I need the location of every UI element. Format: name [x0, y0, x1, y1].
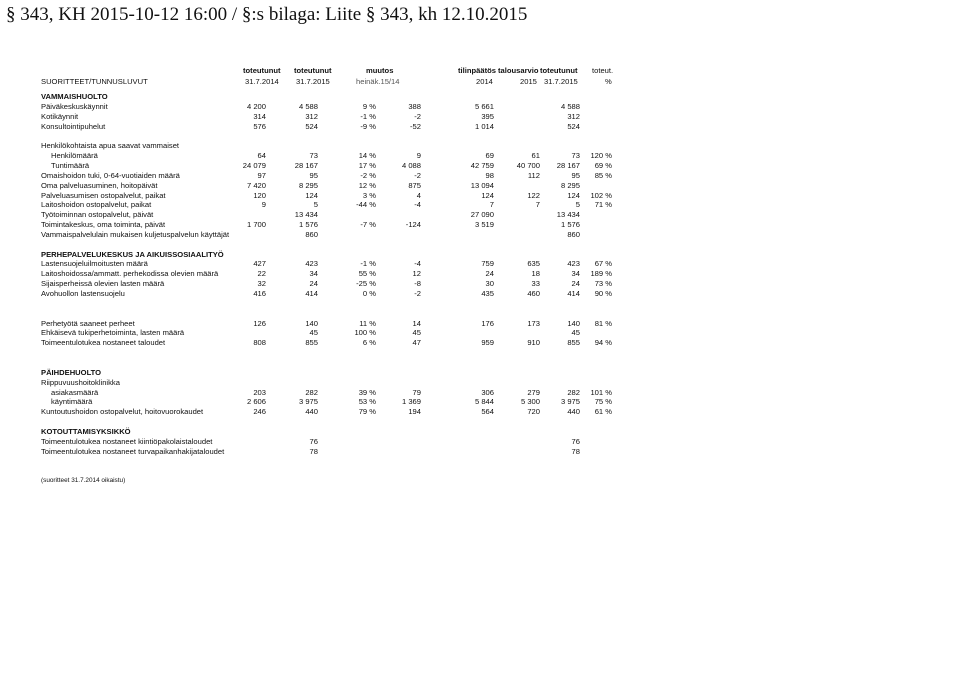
- cell-talousarvio-2015: 112: [527, 170, 540, 180]
- row-label: Päiväkeskuskäynnit: [41, 101, 108, 111]
- cell-toteutunut-2015b: 28 167: [556, 160, 580, 170]
- cell-toteutunut-2015b: 78: [571, 446, 580, 456]
- row-label: Vammaispalvelulain mukaisen kuljetuspalvelun käyttäjät: [41, 229, 230, 239]
- cell-toteutunut-2015: 855: [305, 338, 318, 348]
- cell-toteutunut-2015b: 312: [567, 111, 580, 121]
- cell-talousarvio-2015: 61: [531, 151, 540, 161]
- cell-toteutunut-2014: 203: [253, 387, 266, 397]
- row-label: Oma palveluasuminen, hoitopäivät: [41, 180, 158, 190]
- header-col7-line2: %: [605, 77, 612, 86]
- cell-toteutunut-2014: 427: [253, 259, 266, 269]
- cell-toteut-pct: 85 %: [594, 170, 612, 180]
- row-label: Ehkäisevä tukiperhetoiminta, lasten määrä: [41, 328, 185, 338]
- row-label: Työtoiminnan ostopalvelut, päivät: [41, 210, 154, 220]
- cell-toteutunut-2015b: 855: [567, 338, 580, 348]
- page-title: § 343, KH 2015-10-12 16:00 / §:s bilaga: Liite § 343, kh 12.10.2015: [6, 4, 528, 25]
- row-label: Sijaisperheissä olevien lasten määrä: [41, 279, 165, 289]
- cell-toteut-pct: 94 %: [594, 338, 612, 348]
- cell-toteut-pct: 81 %: [594, 318, 612, 328]
- cell-toteutunut-2015: 45: [309, 328, 318, 338]
- header-col5-line1: talousarvio: [498, 66, 539, 75]
- cell-toteutunut-2014: 2 606: [246, 397, 266, 407]
- cell-muutos-pct: -9 %: [360, 121, 376, 131]
- cell-muutos-pct: 14 %: [358, 151, 376, 161]
- cell-toteutunut-2015b: 1 576: [560, 220, 580, 230]
- cell-toteutunut-2014: 576: [253, 121, 266, 131]
- cell-tilinpaatos-2014: 5 661: [474, 101, 494, 111]
- cell-talousarvio-2015: 910: [527, 338, 540, 348]
- cell-toteutunut-2014: 22: [257, 269, 266, 279]
- cell-muutos-abs: -52: [410, 121, 421, 131]
- cell-toteut-pct: 90 %: [594, 289, 612, 298]
- cell-muutos-pct: 55 %: [358, 269, 376, 279]
- header-col4-line2: 2014: [476, 77, 493, 86]
- cell-muutos-pct: -1 %: [360, 259, 376, 269]
- cell-toteutunut-2015: 28 167: [294, 160, 318, 170]
- cell-toteutunut-2015: 13 434: [294, 210, 318, 220]
- cell-muutos-abs: -8: [414, 279, 421, 289]
- cell-toteutunut-2015: 73: [309, 151, 318, 161]
- cell-muutos-pct: 39 %: [358, 387, 376, 397]
- cell-muutos-abs: 4: [416, 190, 421, 200]
- cell-toteut-pct: 67 %: [594, 259, 612, 269]
- cell-toteutunut-2014: 64: [257, 151, 266, 161]
- cell-toteutunut-2015b: 5: [575, 200, 580, 210]
- cell-toteutunut-2015: 4 588: [298, 101, 318, 111]
- cell-muutos-pct: -1 %: [360, 111, 376, 121]
- cell-talousarvio-2015: 720: [527, 407, 540, 417]
- cell-toteutunut-2014: 808: [253, 338, 266, 348]
- cell-toteutunut-2015: 440: [305, 407, 318, 417]
- cell-toteutunut-2015: 5: [313, 200, 318, 210]
- cell-tilinpaatos-2014: 435: [481, 289, 494, 298]
- cell-toteutunut-2015b: 414: [567, 289, 580, 298]
- cell-toteutunut-2015b: 34: [571, 269, 580, 279]
- cell-talousarvio-2015: 18: [531, 269, 540, 279]
- cell-toteutunut-2014: 4 200: [246, 101, 266, 111]
- cell-tilinpaatos-2014: 759: [481, 259, 494, 269]
- cell-toteutunut-2015b: 524: [567, 121, 580, 131]
- cell-toteutunut-2014: 416: [253, 289, 266, 298]
- row-label: KOTOUTTAMISYKSIKKÖ: [41, 426, 131, 436]
- cell-talousarvio-2015: 40 700: [516, 160, 540, 170]
- row-label: Toimeentulotukea nostaneet taloudet: [41, 338, 166, 348]
- cell-toteutunut-2014: 24 079: [242, 160, 266, 170]
- cell-tilinpaatos-2014: 27 090: [470, 210, 494, 220]
- row-label: PÄIHDEHUOLTO: [41, 367, 102, 377]
- row-label: Toimintakeskus, oma toiminta, päivät: [41, 220, 166, 230]
- cell-tilinpaatos-2014: 306: [481, 387, 494, 397]
- cell-toteut-pct: 120 %: [590, 151, 612, 161]
- row-label: Palveluasumisen ostopalvelut, paikat: [41, 190, 166, 200]
- cell-toteutunut-2015: 78: [309, 446, 318, 456]
- header-label: SUORITTEET/TUNNUSLUVUT: [41, 77, 148, 86]
- cell-muutos-pct: -7 %: [360, 220, 376, 230]
- cell-muutos-pct: 79 %: [358, 407, 376, 417]
- cell-toteutunut-2015b: 3 975: [560, 397, 580, 407]
- cell-tilinpaatos-2014: 959: [481, 338, 494, 348]
- header-col6-line1: toteutunut: [540, 66, 578, 75]
- cell-toteutunut-2014: 126: [253, 318, 266, 328]
- cell-muutos-abs: 12: [412, 269, 421, 279]
- cell-muutos-abs: -2: [414, 289, 421, 298]
- cell-toteut-pct: 61 %: [594, 407, 612, 417]
- cell-muutos-abs: 875: [408, 180, 421, 190]
- cell-muutos-abs: 79: [412, 387, 421, 397]
- cell-tilinpaatos-2014: 176: [481, 318, 494, 328]
- cell-tilinpaatos-2014: 24: [485, 269, 494, 279]
- cell-toteutunut-2015: 414: [305, 289, 318, 298]
- cell-muutos-abs: -2: [414, 170, 421, 180]
- cell-toteutunut-2015b: 140: [567, 318, 580, 328]
- cell-toteutunut-2015b: 4 588: [560, 101, 580, 111]
- cell-muutos-pct: 11 %: [359, 318, 376, 328]
- header-col1-line2: 31.7.2014: [245, 77, 279, 86]
- row-label: Perhetyötä saaneet perheet: [41, 318, 135, 328]
- cell-toteutunut-2015: 140: [305, 318, 318, 328]
- cell-toteutunut-2015: 24: [309, 279, 318, 289]
- cell-muutos-pct: 17 %: [358, 160, 376, 170]
- row-label: Avohuollon lastensuojelu: [41, 289, 125, 298]
- cell-toteutunut-2014: 246: [253, 407, 266, 417]
- cell-toteutunut-2015: 282: [305, 387, 318, 397]
- cell-toteutunut-2015b: 860: [567, 229, 580, 239]
- cell-muutos-abs: -4: [414, 200, 421, 210]
- cell-toteutunut-2015: 312: [305, 111, 318, 121]
- row-label: Lastensuojeluilmoitusten määrä: [41, 259, 148, 269]
- cell-tilinpaatos-2014: 98: [485, 170, 494, 180]
- cell-muutos-pct: 12 %: [358, 180, 376, 190]
- cell-talousarvio-2015: 635: [527, 259, 540, 269]
- cell-toteutunut-2015b: 8 295: [560, 180, 580, 190]
- cell-muutos-pct: 0 %: [362, 289, 376, 298]
- row-label: käyntimäärä: [51, 397, 93, 407]
- cell-talousarvio-2015: 7: [535, 200, 540, 210]
- cell-talousarvio-2015: 122: [527, 190, 540, 200]
- cell-toteutunut-2015b: 45: [571, 328, 580, 338]
- cell-toteut-pct: 71 %: [594, 200, 612, 210]
- cell-tilinpaatos-2014: 30: [485, 279, 494, 289]
- header-col5-line2: 2015: [520, 77, 537, 86]
- cell-toteutunut-2014: 120: [253, 190, 266, 200]
- cell-toteutunut-2014: 9: [261, 200, 266, 210]
- cell-toteutunut-2015: 3 975: [298, 397, 318, 407]
- row-label: VAMMAISHUOLTO: [41, 92, 108, 101]
- cell-toteut-pct: 189 %: [590, 269, 612, 279]
- row-label: Toimeentulotukea nostaneet kiintiöpakolaistaloudet: [41, 436, 213, 446]
- cell-toteutunut-2015b: 440: [567, 407, 580, 417]
- cell-muutos-abs: 194: [408, 407, 421, 417]
- cell-muutos-pct: 9 %: [362, 101, 376, 111]
- cell-muutos-abs: -2: [414, 111, 421, 121]
- cell-toteutunut-2015: 1 576: [298, 220, 318, 230]
- cell-toteutunut-2015b: 282: [567, 387, 580, 397]
- cell-toteutunut-2014: 7 420: [246, 180, 266, 190]
- header-col7-line1: toteut.: [592, 66, 614, 75]
- cell-tilinpaatos-2014: 7: [489, 200, 494, 210]
- cell-tilinpaatos-2014: 124: [481, 190, 494, 200]
- cell-toteut-pct: 75 %: [594, 397, 612, 407]
- cell-muutos-abs: 1 369: [401, 397, 421, 407]
- row-label: Laitoshoidon ostopalvelut, paikat: [41, 200, 152, 210]
- header-col1-line1: toteutunut: [243, 66, 281, 75]
- header-col4-line1: tilinpäätös: [458, 66, 496, 75]
- cell-toteutunut-2015: 34: [309, 269, 318, 279]
- header-col6-line2: 31.7.2015: [544, 77, 578, 86]
- cell-toteut-pct: 102 %: [590, 190, 612, 200]
- row-label: Kuntoutushoidon ostopalvelut, hoitovuorokaudet: [41, 407, 204, 417]
- cell-toteut-pct: 69 %: [594, 160, 612, 170]
- row-label: Konsultointipuhelut: [41, 121, 106, 131]
- header-col3-line2: heinäk.15/14: [356, 77, 400, 86]
- cell-toteutunut-2015: 76: [309, 436, 318, 446]
- cell-toteutunut-2015b: 124: [567, 190, 580, 200]
- cell-toteutunut-2015b: 95: [571, 170, 580, 180]
- header-col2-line1: toteutunut: [294, 66, 332, 75]
- row-label: Henkilömäärä: [51, 151, 98, 161]
- cell-muutos-pct: 100 %: [354, 328, 376, 338]
- cell-muutos-abs: 9: [416, 151, 421, 161]
- cell-toteutunut-2015b: 76: [571, 436, 580, 446]
- row-label: asiakasmäärä: [51, 387, 99, 397]
- cell-muutos-abs: 388: [408, 101, 421, 111]
- cell-tilinpaatos-2014: 395: [481, 111, 494, 121]
- cell-talousarvio-2015: 33: [531, 279, 540, 289]
- row-label: Riippuvuushoitoklinikka: [41, 377, 120, 387]
- cell-toteutunut-2015b: 423: [567, 259, 580, 269]
- cell-toteutunut-2014: 314: [253, 111, 266, 121]
- cell-muutos-pct: -2 %: [360, 170, 376, 180]
- cell-toteut-pct: 73 %: [594, 279, 612, 289]
- cell-toteutunut-2015: 8 295: [298, 180, 318, 190]
- header-col3-line1: muutos: [366, 66, 394, 75]
- cell-toteutunut-2015: 124: [305, 190, 318, 200]
- cell-muutos-abs: 47: [412, 338, 421, 348]
- cell-tilinpaatos-2014: 3 519: [474, 220, 494, 230]
- cell-muutos-abs: 45: [412, 328, 421, 338]
- cell-muutos-pct: 6 %: [362, 338, 376, 348]
- cell-talousarvio-2015: 460: [527, 289, 540, 298]
- cell-muutos-abs: 14: [412, 318, 421, 328]
- row-label: Kotikäynnit: [41, 111, 79, 121]
- row-label: PERHEPALVELUKESKUS JA AIKUISSOSIAALITYÖ: [41, 249, 224, 259]
- cell-muutos-pct: -25 %: [356, 279, 376, 289]
- cell-muutos-abs: 4 088: [401, 160, 421, 170]
- cell-talousarvio-2015: 279: [527, 387, 540, 397]
- cell-muutos-pct: 53 %: [358, 397, 376, 407]
- row-label: Henkilökohtaista apua saavat vammaiset: [41, 141, 180, 151]
- cell-tilinpaatos-2014: 564: [481, 407, 494, 417]
- cell-muutos-abs: -124: [405, 220, 421, 230]
- cell-toteutunut-2015b: 24: [571, 279, 580, 289]
- cell-toteutunut-2015b: 73: [571, 151, 580, 161]
- cell-tilinpaatos-2014: 13 094: [470, 180, 494, 190]
- cell-muutos-pct: 3 %: [362, 190, 376, 200]
- row-label: Tuntimäärä: [51, 160, 90, 170]
- row-label: Laitoshoidossa/ammatt. perhekodissa olevien määrä: [41, 269, 219, 279]
- cell-toteutunut-2014: 1 700: [246, 220, 266, 230]
- cell-toteutunut-2014: 32: [257, 279, 266, 289]
- cell-talousarvio-2015: 5 300: [520, 397, 540, 407]
- cell-toteutunut-2015: 423: [305, 259, 318, 269]
- cell-muutos-abs: -4: [414, 259, 421, 269]
- cell-muutos-pct: -44 %: [356, 200, 376, 210]
- cell-talousarvio-2015: 173: [527, 318, 540, 328]
- row-label: Toimeentulotukea nostaneet turvapaikanhakijataloudet: [41, 446, 225, 456]
- cell-toteutunut-2015: 95: [309, 170, 318, 180]
- cell-toteutunut-2014: 97: [257, 170, 266, 180]
- cell-toteutunut-2015b: 13 434: [556, 210, 580, 220]
- row-label: (suoritteet 31.7.2014 oikaistu): [41, 477, 126, 485]
- cell-tilinpaatos-2014: 1 014: [474, 121, 494, 131]
- cell-tilinpaatos-2014: 42 759: [470, 160, 494, 170]
- row-label: Omaishoidon tuki, 0-64-vuotiaiden määrä: [41, 170, 180, 180]
- cell-toteutunut-2015: 860: [305, 229, 318, 239]
- cell-tilinpaatos-2014: 69: [485, 151, 494, 161]
- cell-toteut-pct: 101 %: [590, 387, 612, 397]
- cell-tilinpaatos-2014: 5 844: [474, 397, 494, 407]
- cell-toteutunut-2015: 524: [305, 121, 318, 131]
- header-col2-line2: 31.7.2015: [296, 77, 330, 86]
